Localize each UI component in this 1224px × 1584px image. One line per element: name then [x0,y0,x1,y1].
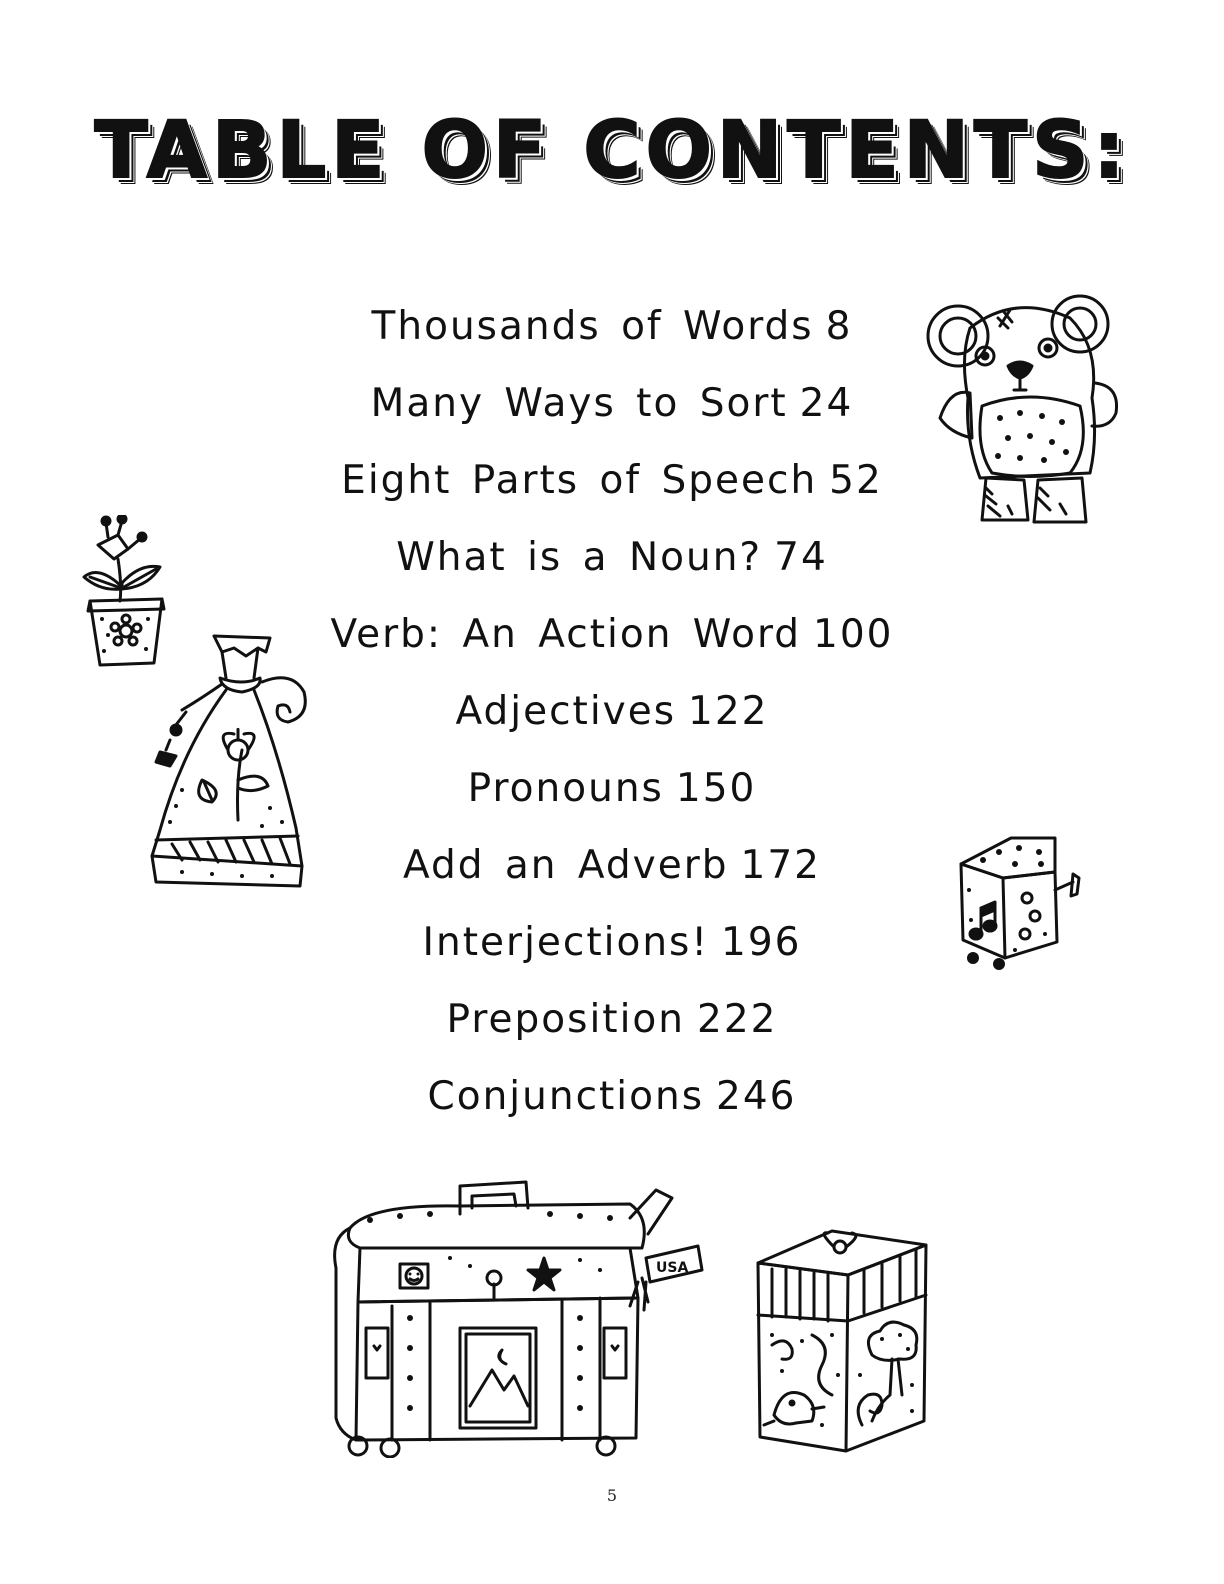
toc-entry-label: Thousands of Words [371,304,814,349]
page-title: TABLE OF CONTENTS: [94,106,1130,196]
toc-entry-page: 52 [829,458,883,503]
toc-entry-label: Pronouns [467,766,664,811]
toc-entry-label: Preposition [446,997,686,1042]
toc-entry-page: 24 [799,381,854,426]
toc-entry-preposition[interactable] [0,981,1224,1058]
toc-entry-label: What is a Noun? [396,535,763,580]
toc-entry-label: Conjunctions [427,1074,705,1119]
music-box-icon [955,830,1085,970]
drawstring-bag-icon [142,630,322,890]
toc-entry-label: Eight Parts of Speech [341,458,818,503]
page-number: 5 [606,1486,618,1505]
toc-entry-conjunctions[interactable] [0,1058,1224,1135]
teddy-bear-icon [920,288,1120,533]
toc-entry-label: Add an Adverb [403,843,729,888]
toc-entry-label: Adjectives [455,689,677,734]
toc-entry-page: 172 [740,843,821,888]
suitcase-tag-text: USA [656,1260,689,1276]
toc-entry-page: 8 [825,304,853,349]
toc-entry-label: Verb: An Action Word [330,612,802,657]
toc-entry-page: 100 [813,612,894,657]
gift-box-icon [752,1225,932,1460]
toc-entry-label: Many Ways to Sort [370,381,788,426]
toc-entry-page: 150 [675,766,757,811]
suitcase-icon [330,1178,710,1458]
toc-entry-label: Interjections! [422,920,710,965]
toc-entry-page: 196 [721,920,802,965]
toc-entry-page: 74 [774,535,828,580]
toc-entry-page: 246 [716,1074,797,1119]
toc-entry-page: 222 [697,997,778,1042]
toc-entry-page: 122 [688,689,769,734]
